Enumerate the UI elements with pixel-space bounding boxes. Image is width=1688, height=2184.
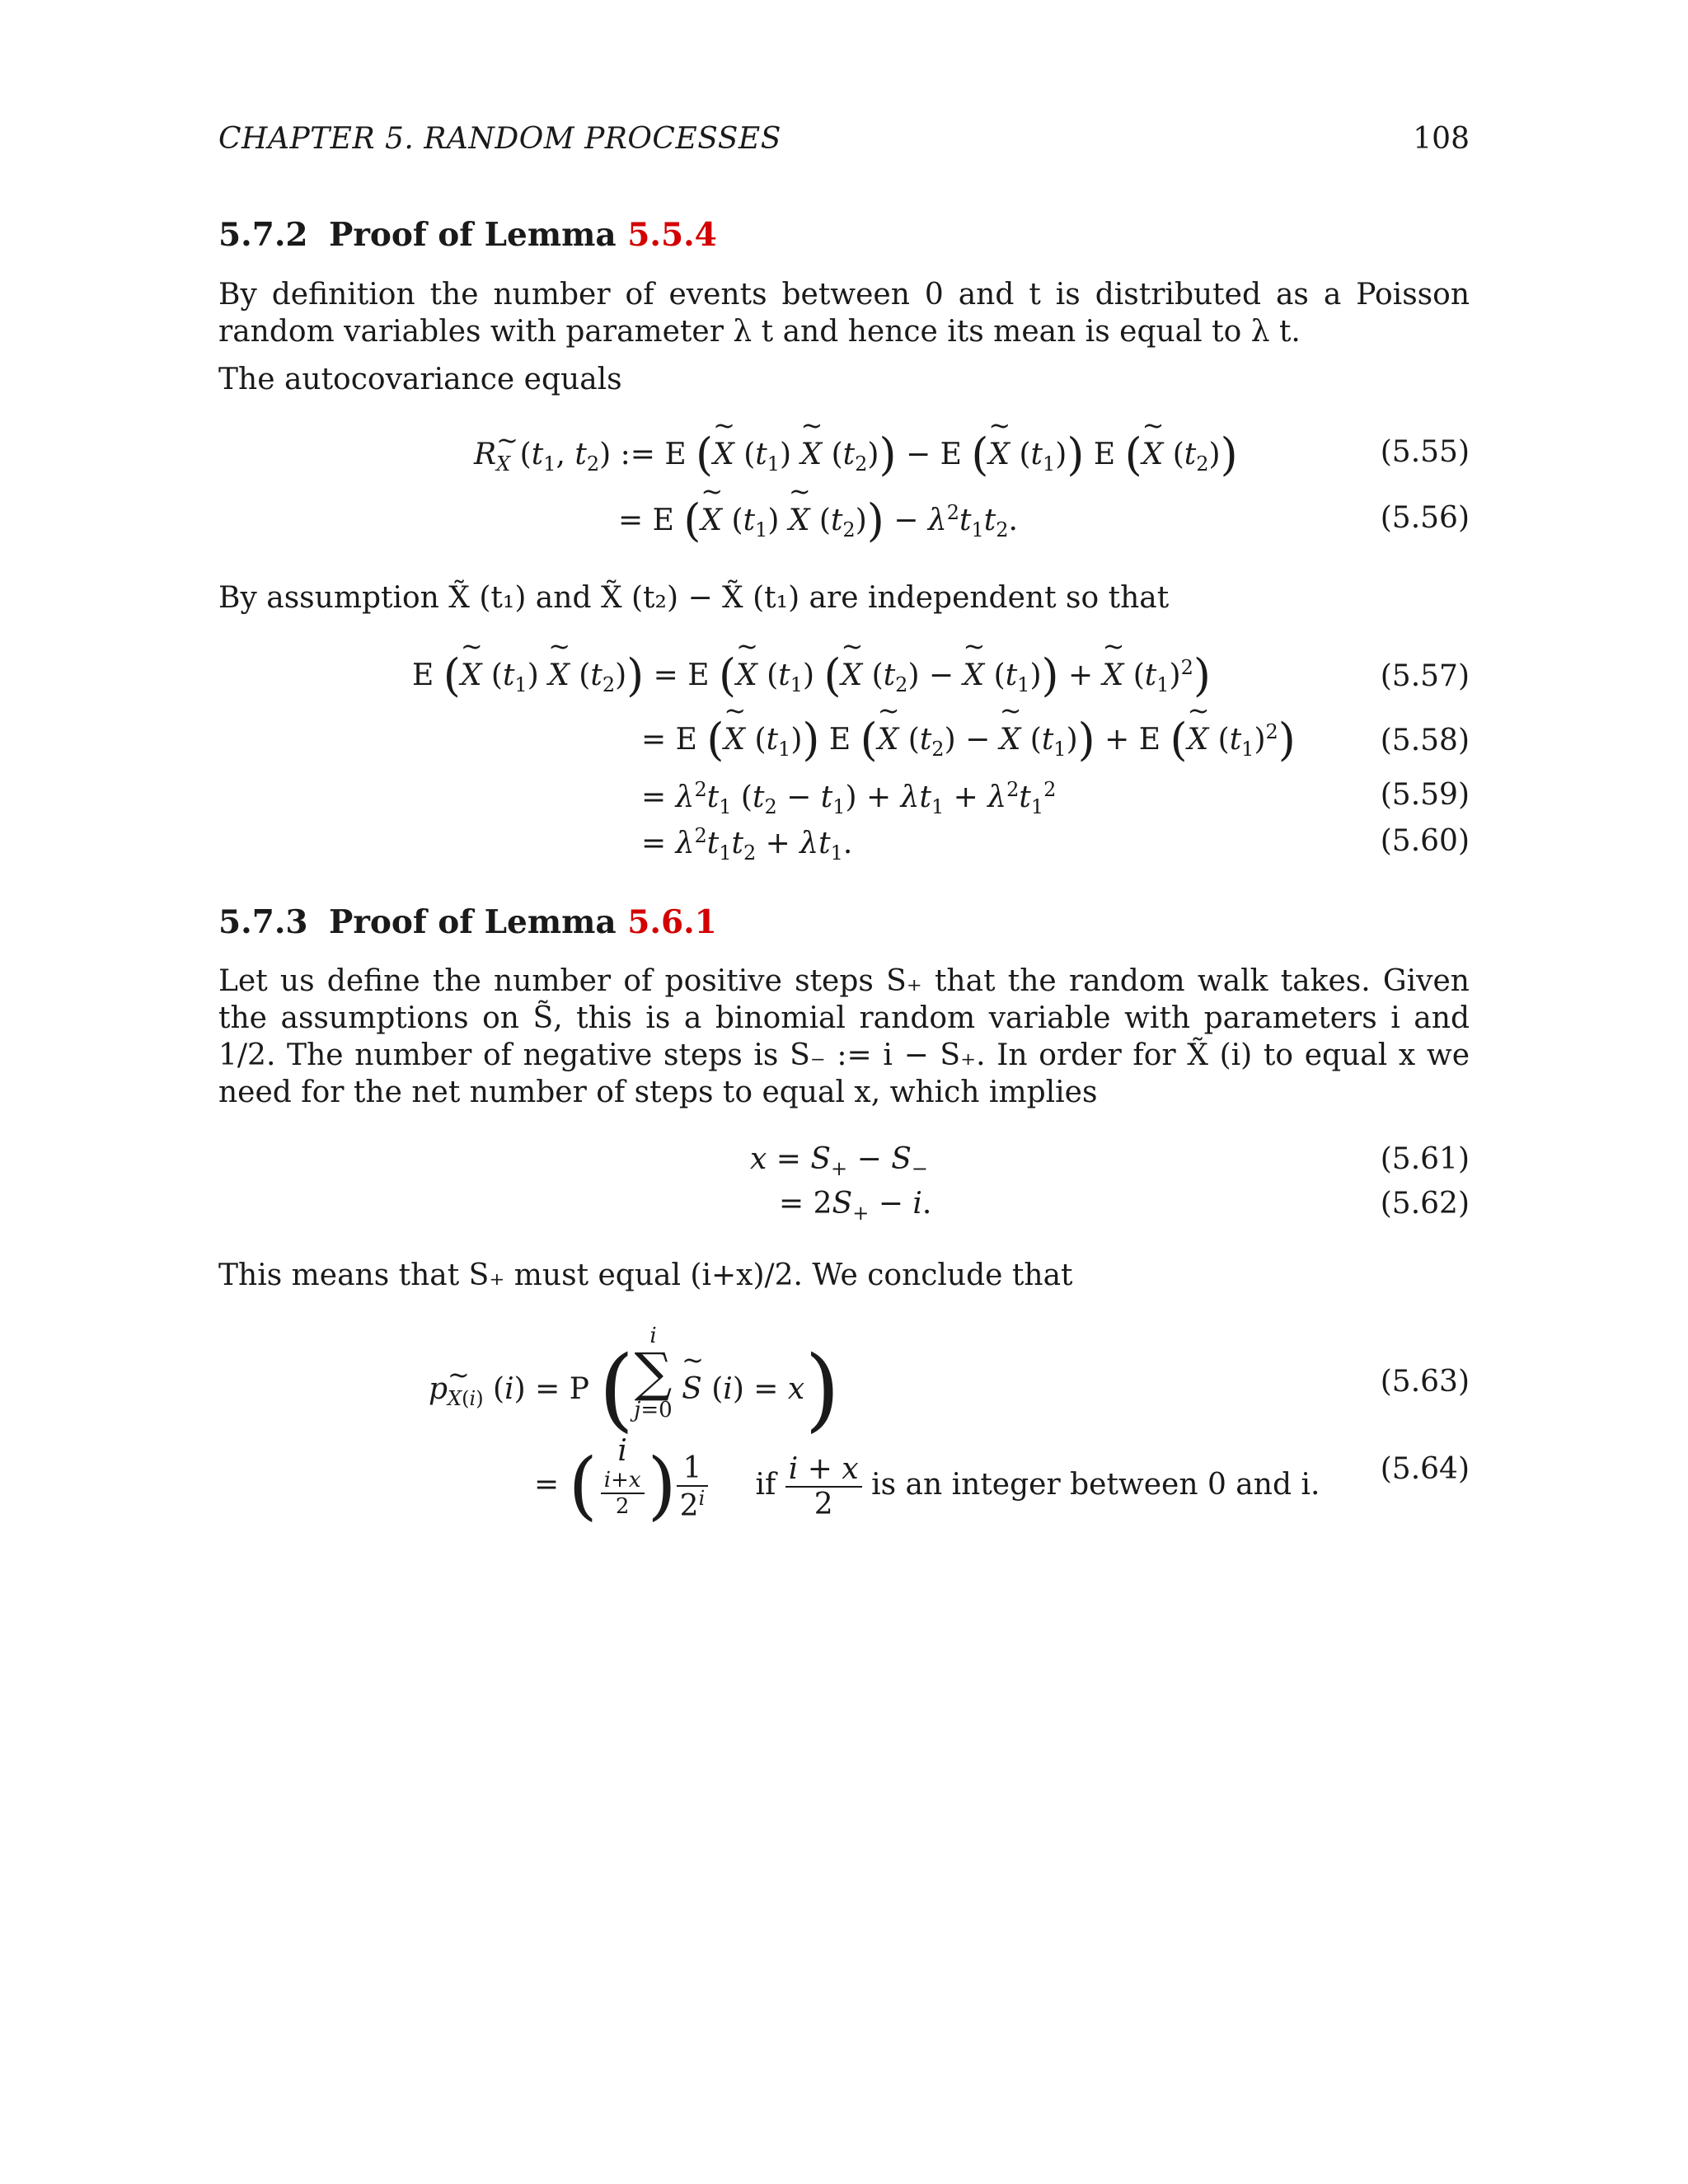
- equation-5-55: R~ $_X$ ($t_1$, $t_2$) := E (~ X $(t_1)$ ~ X $(t_2)) - E$ (~ X $(t_1)$) E (~ X $(t_2)$): [474, 429, 1238, 480]
- equation-number: (5.56): [1380, 501, 1470, 535]
- equation-5-61: $x = S_+ - S_-$: [750, 1142, 928, 1181]
- equation-5-59: = $\lambda^2t_1$ $(t_2 - t_1) + \lambda t_1 + \lambda^2t_1^2$: [641, 778, 1057, 819]
- equation-number: (5.64): [1380, 1452, 1470, 1486]
- condition-text: is an integer between 0 and i.: [871, 1468, 1320, 1502]
- section-number: 5.7.2: [218, 216, 308, 254]
- section-heading-5-7-3: [218, 903, 717, 941]
- paragraph: This means that S₊ must equal (i+x)/2. We conclude that: [218, 1258, 1073, 1292]
- equation-number: (5.57): [1380, 659, 1470, 693]
- equation-5-62: = $2S_+ - i$.: [779, 1187, 932, 1226]
- equation-number: (5.60): [1380, 824, 1470, 858]
- equation-number: (5.61): [1380, 1142, 1470, 1176]
- equation-number: (5.59): [1380, 778, 1470, 812]
- page-number: 108: [1413, 122, 1470, 156]
- running-head: CHAPTER 5. RANDOM PROCESSES: [218, 122, 781, 156]
- equation-5-56: = E (~ X $(t_1)$ ~ X $(t_2)) - \lambda^2t_1t_2$.: [618, 494, 1018, 546]
- section-number: 5.7.3: [218, 903, 308, 941]
- paragraph: The autocovariance equals: [218, 363, 622, 396]
- paragraph: Let us define the number of positive steps S₊ that the random walk takes. Given the assumptions on S̃, this is a binomial random variable with parameters i and 1/2. The number of negative steps is S₋ := i − S₊. In order for X̃ (i) to equal x we need for the net number of steps to equal x, which implies: [218, 964, 1470, 1109]
- lemma-link[interactable]: 5.5.4: [627, 216, 717, 254]
- equation-number: (5.58): [1380, 724, 1470, 757]
- equation-5-58: = E (~ X $(t_1)$) E (~ X $(t_2)$ − ~ X $(t_1)) + E$ (~ X $(t_1)^2$): [641, 714, 1296, 766]
- lemma-link[interactable]: 5.6.1: [627, 903, 717, 941]
- section-title: Proof of Lemma: [329, 903, 628, 941]
- equation-5-60: = $\lambda^2t_1t_2 + \lambda t_1$.: [641, 824, 853, 865]
- equation-number: (5.55): [1380, 435, 1470, 469]
- equation-number: (5.62): [1380, 1187, 1470, 1221]
- section-title: Proof of Lemma: [329, 216, 628, 254]
- equation-number: (5.63): [1380, 1365, 1470, 1399]
- equation-5-64: = ( i $\frac{i+x}{2}$ ) $\frac{1}{2^i}$ if $\frac{i + x}{2}$ is an integer between 0 and i.: [534, 1434, 1320, 1529]
- paragraph: By assumption X̃ (t₁) and X̃ (t₂) − X̃ (t₁) are independent so that: [218, 581, 1170, 615]
- paragraph: By definition the number of events between 0 and t is distributed as a Poisson random variables with parameter λ t and hence its mean is equal to λ t.: [218, 278, 1470, 349]
- equation-5-63: p~ $_{X(i)}$ (i) = P ( i ∑ j=0 ~ S (i) = x): [429, 1324, 840, 1441]
- equation-5-57: E (~ X $(t_1)$ ~ X $(t_2)) = E$ (~ X $(t_1)$ (~ X $(t_2)$ − ~ X $(t_1)$) + ~ X $(t_1)^2$): [412, 649, 1211, 701]
- section-heading-5-7-2: [218, 216, 717, 254]
